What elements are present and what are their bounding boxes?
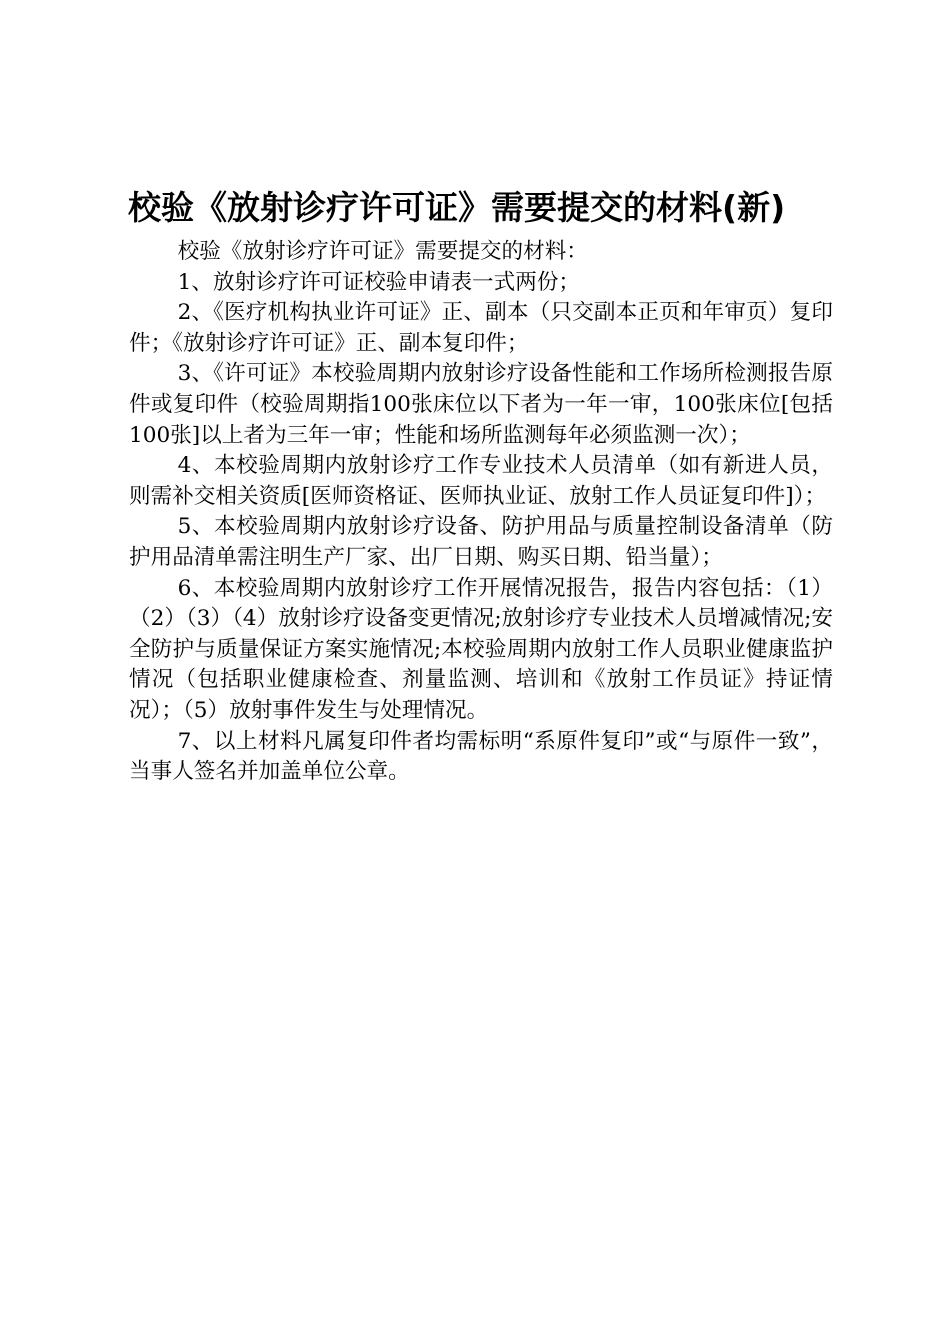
paragraph-item-3: 3、《许可证》本校验周期内放射诊疗设备性能和工作场所检测报告原件或复印件（校验周期指100张床位以下者为一年一审，100张床位[包括100张]以上者为三年一审；性能和场所监测每年必须监测一次）； (129, 361, 833, 448)
paragraph-intro: 校验《放射诊疗许可证》需要提交的材料： (177, 239, 588, 264)
paragraph-item-6: 6、本校验周期内放射诊疗工作开展情况报告，报告内容包括：（1）（2）（3）（4）放射诊疗设备变更情况;放射诊疗专业技术人员增减情况;安全防护与质量保证方案实施情况;本校验周期内放射工作人员职业健康监护情况（包括职业健康检查、剂量监测、培训和《放射工作员证》持证情况）；（5）放射事件发生与处理情况。 (129, 575, 833, 723)
document-body (129, 237, 833, 788)
paragraph-item-5: 5、本校验周期内放射诊疗设备、防护用品与质量控制设备清单（防护用品清单需注明生产厂家、出厂日期、购买日期、铅当量）； (129, 514, 833, 570)
document-title: 校验《放射诊疗许可证》需要提交的材料(新) (128, 188, 786, 227)
paragraph-item-1: 1、放射诊疗许可证校验申请表一式两份； (177, 269, 581, 295)
paragraph-item-2: 2、《医疗机构执业许可证》正、副本（只交副本正页和年审页）复印件；《放射诊疗许可证》正、副本复印件； (129, 300, 833, 356)
paragraph-item-7: 7、以上材料凡属复印件者均需标明“系原件复印”或“与原件一致”，当事人签名并加盖单位公章。 (129, 728, 833, 785)
paragraph-item-4: 4、本校验周期内放射诊疗工作专业技术人员清单（如有新进人员，则需补交相关资质[医师资格证、医师执业证、放射工作人员证复印件]）； (129, 453, 833, 509)
